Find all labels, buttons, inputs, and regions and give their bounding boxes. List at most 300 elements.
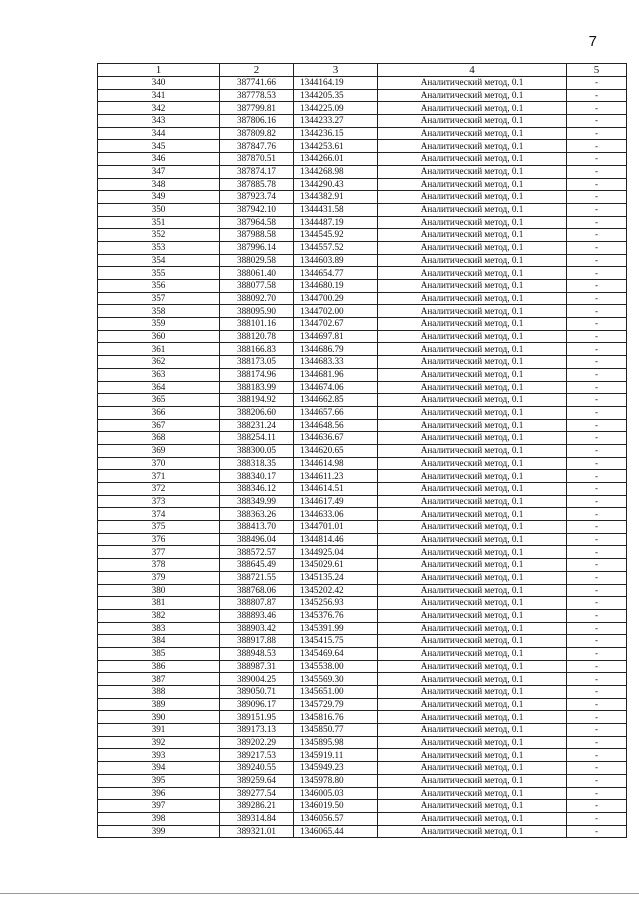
x-coordinate-cell: 389314.84 [220,812,294,825]
point-number-cell: 364 [98,381,220,394]
note-cell: - [567,711,627,724]
note-cell: - [567,394,627,407]
y-coordinate-cell: 1344620.65 [294,444,378,457]
note-cell: - [567,673,627,686]
y-coordinate-cell: 1345391.99 [294,622,378,635]
method-cell: Аналитический метод, 0.1 [378,77,567,90]
method-cell: Аналитический метод, 0.1 [378,597,567,610]
method-cell: Аналитический метод, 0.1 [378,178,567,191]
point-number-cell: 388 [98,686,220,699]
y-coordinate-cell: 1344164.19 [294,77,378,90]
table-row [98,89,627,102]
table-row [98,660,627,673]
x-coordinate-cell: 388095.90 [220,305,294,318]
point-number-cell: 355 [98,267,220,280]
note-cell: - [567,812,627,825]
method-cell: Аналитический метод, 0.1 [378,444,567,457]
method-cell: Аналитический метод, 0.1 [378,368,567,381]
table-row [98,419,627,432]
note-cell: - [567,698,627,711]
x-coordinate-cell: 388721.55 [220,571,294,584]
note-cell: - [567,203,627,216]
method-cell: Аналитический метод, 0.1 [378,647,567,660]
x-coordinate-cell: 387741.66 [220,77,294,90]
point-number-cell: 349 [98,191,220,204]
y-coordinate-cell: 1345651.00 [294,686,378,699]
point-number-cell: 378 [98,559,220,572]
x-coordinate-cell: 388120.78 [220,330,294,343]
x-coordinate-cell: 388948.53 [220,647,294,660]
column-header-2: 2 [220,64,294,77]
table-row [98,229,627,242]
point-number-cell: 356 [98,280,220,293]
table-row [98,140,627,153]
point-number-cell: 354 [98,254,220,267]
point-number-cell: 373 [98,495,220,508]
method-cell: Аналитический метод, 0.1 [378,457,567,470]
table-row [98,343,627,356]
method-cell: Аналитический метод, 0.1 [378,787,567,800]
x-coordinate-cell: 389321.01 [220,825,294,838]
point-number-cell: 367 [98,419,220,432]
x-coordinate-cell: 388363.26 [220,508,294,521]
page-bottom-divider [0,893,639,894]
note-cell: - [567,216,627,229]
x-coordinate-cell: 388807.87 [220,597,294,610]
table-row [98,153,627,166]
y-coordinate-cell: 1344686.79 [294,343,378,356]
point-number-cell: 385 [98,647,220,660]
note-cell: - [567,419,627,432]
method-cell: Аналитический метод, 0.1 [378,800,567,813]
x-coordinate-cell: 388349.99 [220,495,294,508]
method-cell: Аналитический метод, 0.1 [378,115,567,128]
method-cell: Аналитический метод, 0.1 [378,280,567,293]
table-row [98,267,627,280]
point-number-cell: 346 [98,153,220,166]
point-number-cell: 358 [98,305,220,318]
x-coordinate-cell: 388917.88 [220,635,294,648]
method-cell: Аналитический метод, 0.1 [378,711,567,724]
table-row [98,305,627,318]
method-cell: Аналитический метод, 0.1 [378,356,567,369]
table-row [98,533,627,546]
x-coordinate-cell: 388166.83 [220,343,294,356]
note-cell: - [567,153,627,166]
y-coordinate-cell: 1344674.06 [294,381,378,394]
x-coordinate-cell: 389277.54 [220,787,294,800]
note-cell: - [567,254,627,267]
x-coordinate-cell: 387988.58 [220,229,294,242]
method-cell: Аналитический метод, 0.1 [378,89,567,102]
table-row [98,394,627,407]
x-coordinate-cell: 388318.35 [220,457,294,470]
method-cell: Аналитический метод, 0.1 [378,521,567,534]
note-cell: - [567,444,627,457]
y-coordinate-cell: 1345729.79 [294,698,378,711]
method-cell: Аналитический метод, 0.1 [378,749,567,762]
x-coordinate-cell: 389286.21 [220,800,294,813]
method-cell: Аналитический метод, 0.1 [378,559,567,572]
note-cell: - [567,762,627,775]
table-row [98,381,627,394]
y-coordinate-cell: 1344662.85 [294,394,378,407]
method-cell: Аналитический метод, 0.1 [378,432,567,445]
point-number-cell: 393 [98,749,220,762]
note-cell: - [567,483,627,496]
point-number-cell: 370 [98,457,220,470]
point-number-cell: 368 [98,432,220,445]
y-coordinate-cell: 1345895.98 [294,736,378,749]
point-number-cell: 351 [98,216,220,229]
note-cell: - [567,724,627,737]
x-coordinate-cell: 387964.58 [220,216,294,229]
method-cell: Аналитический метод, 0.1 [378,305,567,318]
method-cell: Аналитический метод, 0.1 [378,406,567,419]
point-number-cell: 394 [98,762,220,775]
point-number-cell: 343 [98,115,220,128]
note-cell: - [567,381,627,394]
x-coordinate-cell: 389259.64 [220,774,294,787]
point-number-cell: 377 [98,546,220,559]
x-coordinate-cell: 389240.55 [220,762,294,775]
method-cell: Аналитический метод, 0.1 [378,267,567,280]
point-number-cell: 360 [98,330,220,343]
note-cell: - [567,686,627,699]
table-row [98,216,627,229]
y-coordinate-cell: 1344611.23 [294,470,378,483]
table-row [98,77,627,90]
note-cell: - [567,356,627,369]
table-row [98,178,627,191]
table-row [98,127,627,140]
method-cell: Аналитический метод, 0.1 [378,127,567,140]
x-coordinate-cell: 388174.96 [220,368,294,381]
y-coordinate-cell: 1344681.96 [294,368,378,381]
y-coordinate-cell: 1344657.66 [294,406,378,419]
note-cell: - [567,140,627,153]
y-coordinate-cell: 1344636.67 [294,432,378,445]
note-cell: - [567,432,627,445]
note-cell: - [567,787,627,800]
point-number-cell: 380 [98,584,220,597]
x-coordinate-cell: 387942.10 [220,203,294,216]
method-cell: Аналитический метод, 0.1 [378,546,567,559]
point-number-cell: 345 [98,140,220,153]
table-body [98,77,627,838]
point-number-cell: 362 [98,356,220,369]
x-coordinate-cell: 389217.53 [220,749,294,762]
method-cell: Аналитический метод, 0.1 [378,102,567,115]
y-coordinate-cell: 1344233.27 [294,115,378,128]
x-coordinate-cell: 388254.11 [220,432,294,445]
column-header-4: 4 [378,64,567,77]
table-row [98,165,627,178]
x-coordinate-cell: 387874.17 [220,165,294,178]
table-row [98,724,627,737]
y-coordinate-cell: 1345919.11 [294,749,378,762]
x-coordinate-cell: 387809.82 [220,127,294,140]
y-coordinate-cell: 1345376.76 [294,609,378,622]
method-cell: Аналитический метод, 0.1 [378,698,567,711]
note-cell: - [567,736,627,749]
x-coordinate-cell: 388173.05 [220,356,294,369]
method-cell: Аналитический метод, 0.1 [378,191,567,204]
note-cell: - [567,178,627,191]
point-number-cell: 391 [98,724,220,737]
table-row [98,254,627,267]
point-number-cell: 361 [98,343,220,356]
x-coordinate-cell: 387885.78 [220,178,294,191]
note-cell: - [567,457,627,470]
method-cell: Аналитический метод, 0.1 [378,203,567,216]
y-coordinate-cell: 1344431.58 [294,203,378,216]
x-coordinate-cell: 387806.16 [220,115,294,128]
y-coordinate-cell: 1344702.00 [294,305,378,318]
y-coordinate-cell: 1344617.49 [294,495,378,508]
y-coordinate-cell: 1344545.92 [294,229,378,242]
point-number-cell: 359 [98,318,220,331]
y-coordinate-cell: 1345469.64 [294,647,378,660]
note-cell: - [567,647,627,660]
y-coordinate-cell: 1345415.75 [294,635,378,648]
y-coordinate-cell: 1345202.42 [294,584,378,597]
x-coordinate-cell: 388893.46 [220,609,294,622]
table-header-row [98,64,627,77]
point-number-cell: 387 [98,673,220,686]
y-coordinate-cell: 1344614.98 [294,457,378,470]
point-number-cell: 379 [98,571,220,584]
method-cell: Аналитический метод, 0.1 [378,571,567,584]
note-cell: - [567,825,627,838]
point-number-cell: 395 [98,774,220,787]
y-coordinate-cell: 1345816.76 [294,711,378,724]
method-cell: Аналитический метод, 0.1 [378,381,567,394]
y-coordinate-cell: 1344253.61 [294,140,378,153]
point-number-cell: 348 [98,178,220,191]
table-row [98,711,627,724]
table-row [98,749,627,762]
table-row [98,825,627,838]
table-row [98,698,627,711]
point-number-cell: 366 [98,406,220,419]
table-row [98,686,627,699]
note-cell: - [567,127,627,140]
y-coordinate-cell: 1345978.80 [294,774,378,787]
table-row [98,508,627,521]
table-row [98,292,627,305]
method-cell: Аналитический метод, 0.1 [378,622,567,635]
method-cell: Аналитический метод, 0.1 [378,762,567,775]
table-row [98,368,627,381]
y-coordinate-cell: 1344697.81 [294,330,378,343]
note-cell: - [567,191,627,204]
column-header-3: 3 [294,64,378,77]
table-row [98,356,627,369]
table-row [98,470,627,483]
note-cell: - [567,318,627,331]
table-row [98,521,627,534]
point-number-cell: 390 [98,711,220,724]
point-number-cell: 396 [98,787,220,800]
y-coordinate-cell: 1346056.57 [294,812,378,825]
y-coordinate-cell: 1344680.19 [294,280,378,293]
note-cell: - [567,622,627,635]
table-row [98,241,627,254]
method-cell: Аналитический метод, 0.1 [378,584,567,597]
table-row [98,191,627,204]
y-coordinate-cell: 1346019.50 [294,800,378,813]
table-row [98,571,627,584]
note-cell: - [567,292,627,305]
note-cell: - [567,521,627,534]
table-row [98,559,627,572]
note-cell: - [567,305,627,318]
x-coordinate-cell: 388413.70 [220,521,294,534]
point-number-cell: 398 [98,812,220,825]
note-cell: - [567,508,627,521]
method-cell: Аналитический метод, 0.1 [378,153,567,166]
table-row [98,812,627,825]
table-row [98,330,627,343]
method-cell: Аналитический метод, 0.1 [378,774,567,787]
y-coordinate-cell: 1344205.35 [294,89,378,102]
method-cell: Аналитический метод, 0.1 [378,483,567,496]
y-coordinate-cell: 1344266.01 [294,153,378,166]
x-coordinate-cell: 389004.25 [220,673,294,686]
note-cell: - [567,330,627,343]
method-cell: Аналитический метод, 0.1 [378,686,567,699]
x-coordinate-cell: 388645.49 [220,559,294,572]
note-cell: - [567,533,627,546]
table-row [98,546,627,559]
x-coordinate-cell: 388300.05 [220,444,294,457]
table-row [98,774,627,787]
x-coordinate-cell: 388101.16 [220,318,294,331]
point-number-cell: 352 [98,229,220,242]
x-coordinate-cell: 388077.58 [220,280,294,293]
table-row [98,597,627,610]
y-coordinate-cell: 1344557.52 [294,241,378,254]
y-coordinate-cell: 1345135.24 [294,571,378,584]
point-number-cell: 353 [98,241,220,254]
table-row [98,673,627,686]
point-number-cell: 374 [98,508,220,521]
method-cell: Аналитический метод, 0.1 [378,635,567,648]
page-number: 7 [588,33,597,50]
y-coordinate-cell: 1344683.33 [294,356,378,369]
y-coordinate-cell: 1344702.67 [294,318,378,331]
table-row [98,736,627,749]
note-cell: - [567,115,627,128]
point-number-cell: 386 [98,660,220,673]
point-number-cell: 397 [98,800,220,813]
note-cell: - [567,495,627,508]
y-coordinate-cell: 1345569.30 [294,673,378,686]
note-cell: - [567,800,627,813]
point-number-cell: 369 [98,444,220,457]
method-cell: Аналитический метод, 0.1 [378,318,567,331]
table-row [98,584,627,597]
x-coordinate-cell: 388206.60 [220,406,294,419]
table-row [98,203,627,216]
point-number-cell: 347 [98,165,220,178]
point-number-cell: 341 [98,89,220,102]
y-coordinate-cell: 1344236.15 [294,127,378,140]
x-coordinate-cell: 388029.58 [220,254,294,267]
method-cell: Аналитический метод, 0.1 [378,508,567,521]
x-coordinate-cell: 387870.51 [220,153,294,166]
table-row [98,495,627,508]
method-cell: Аналитический метод, 0.1 [378,165,567,178]
y-coordinate-cell: 1344701.01 [294,521,378,534]
point-number-cell: 376 [98,533,220,546]
method-cell: Аналитический метод, 0.1 [378,533,567,546]
point-number-cell: 350 [98,203,220,216]
point-number-cell: 399 [98,825,220,838]
table-row [98,787,627,800]
y-coordinate-cell: 1344648.56 [294,419,378,432]
method-cell: Аналитический метод, 0.1 [378,609,567,622]
note-cell: - [567,102,627,115]
x-coordinate-cell: 387923.74 [220,191,294,204]
x-coordinate-cell: 388194.92 [220,394,294,407]
table-row [98,115,627,128]
x-coordinate-cell: 388572.57 [220,546,294,559]
method-cell: Аналитический метод, 0.1 [378,812,567,825]
y-coordinate-cell: 1344268.98 [294,165,378,178]
method-cell: Аналитический метод, 0.1 [378,825,567,838]
x-coordinate-cell: 389202.29 [220,736,294,749]
column-header-5: 5 [567,64,627,77]
x-coordinate-cell: 388340.17 [220,470,294,483]
method-cell: Аналитический метод, 0.1 [378,216,567,229]
method-cell: Аналитический метод, 0.1 [378,660,567,673]
point-number-cell: 371 [98,470,220,483]
x-coordinate-cell: 388092.70 [220,292,294,305]
note-cell: - [567,280,627,293]
table-row [98,432,627,445]
x-coordinate-cell: 388768.06 [220,584,294,597]
y-coordinate-cell: 1344700.29 [294,292,378,305]
method-cell: Аналитический метод, 0.1 [378,254,567,267]
note-cell: - [567,89,627,102]
method-cell: Аналитический метод, 0.1 [378,241,567,254]
note-cell: - [567,546,627,559]
point-number-cell: 365 [98,394,220,407]
y-coordinate-cell: 1344814.46 [294,533,378,546]
point-number-cell: 392 [98,736,220,749]
method-cell: Аналитический метод, 0.1 [378,724,567,737]
method-cell: Аналитический метод, 0.1 [378,292,567,305]
table-row [98,406,627,419]
y-coordinate-cell: 1346065.44 [294,825,378,838]
x-coordinate-cell: 388987.31 [220,660,294,673]
point-number-cell: 372 [98,483,220,496]
method-cell: Аналитический метод, 0.1 [378,419,567,432]
point-number-cell: 344 [98,127,220,140]
point-number-cell: 342 [98,102,220,115]
y-coordinate-cell: 1344633.06 [294,508,378,521]
y-coordinate-cell: 1344487.19 [294,216,378,229]
note-cell: - [567,571,627,584]
note-cell: - [567,749,627,762]
table-row [98,280,627,293]
note-cell: - [567,241,627,254]
note-cell: - [567,774,627,787]
table-row [98,762,627,775]
table-row [98,609,627,622]
